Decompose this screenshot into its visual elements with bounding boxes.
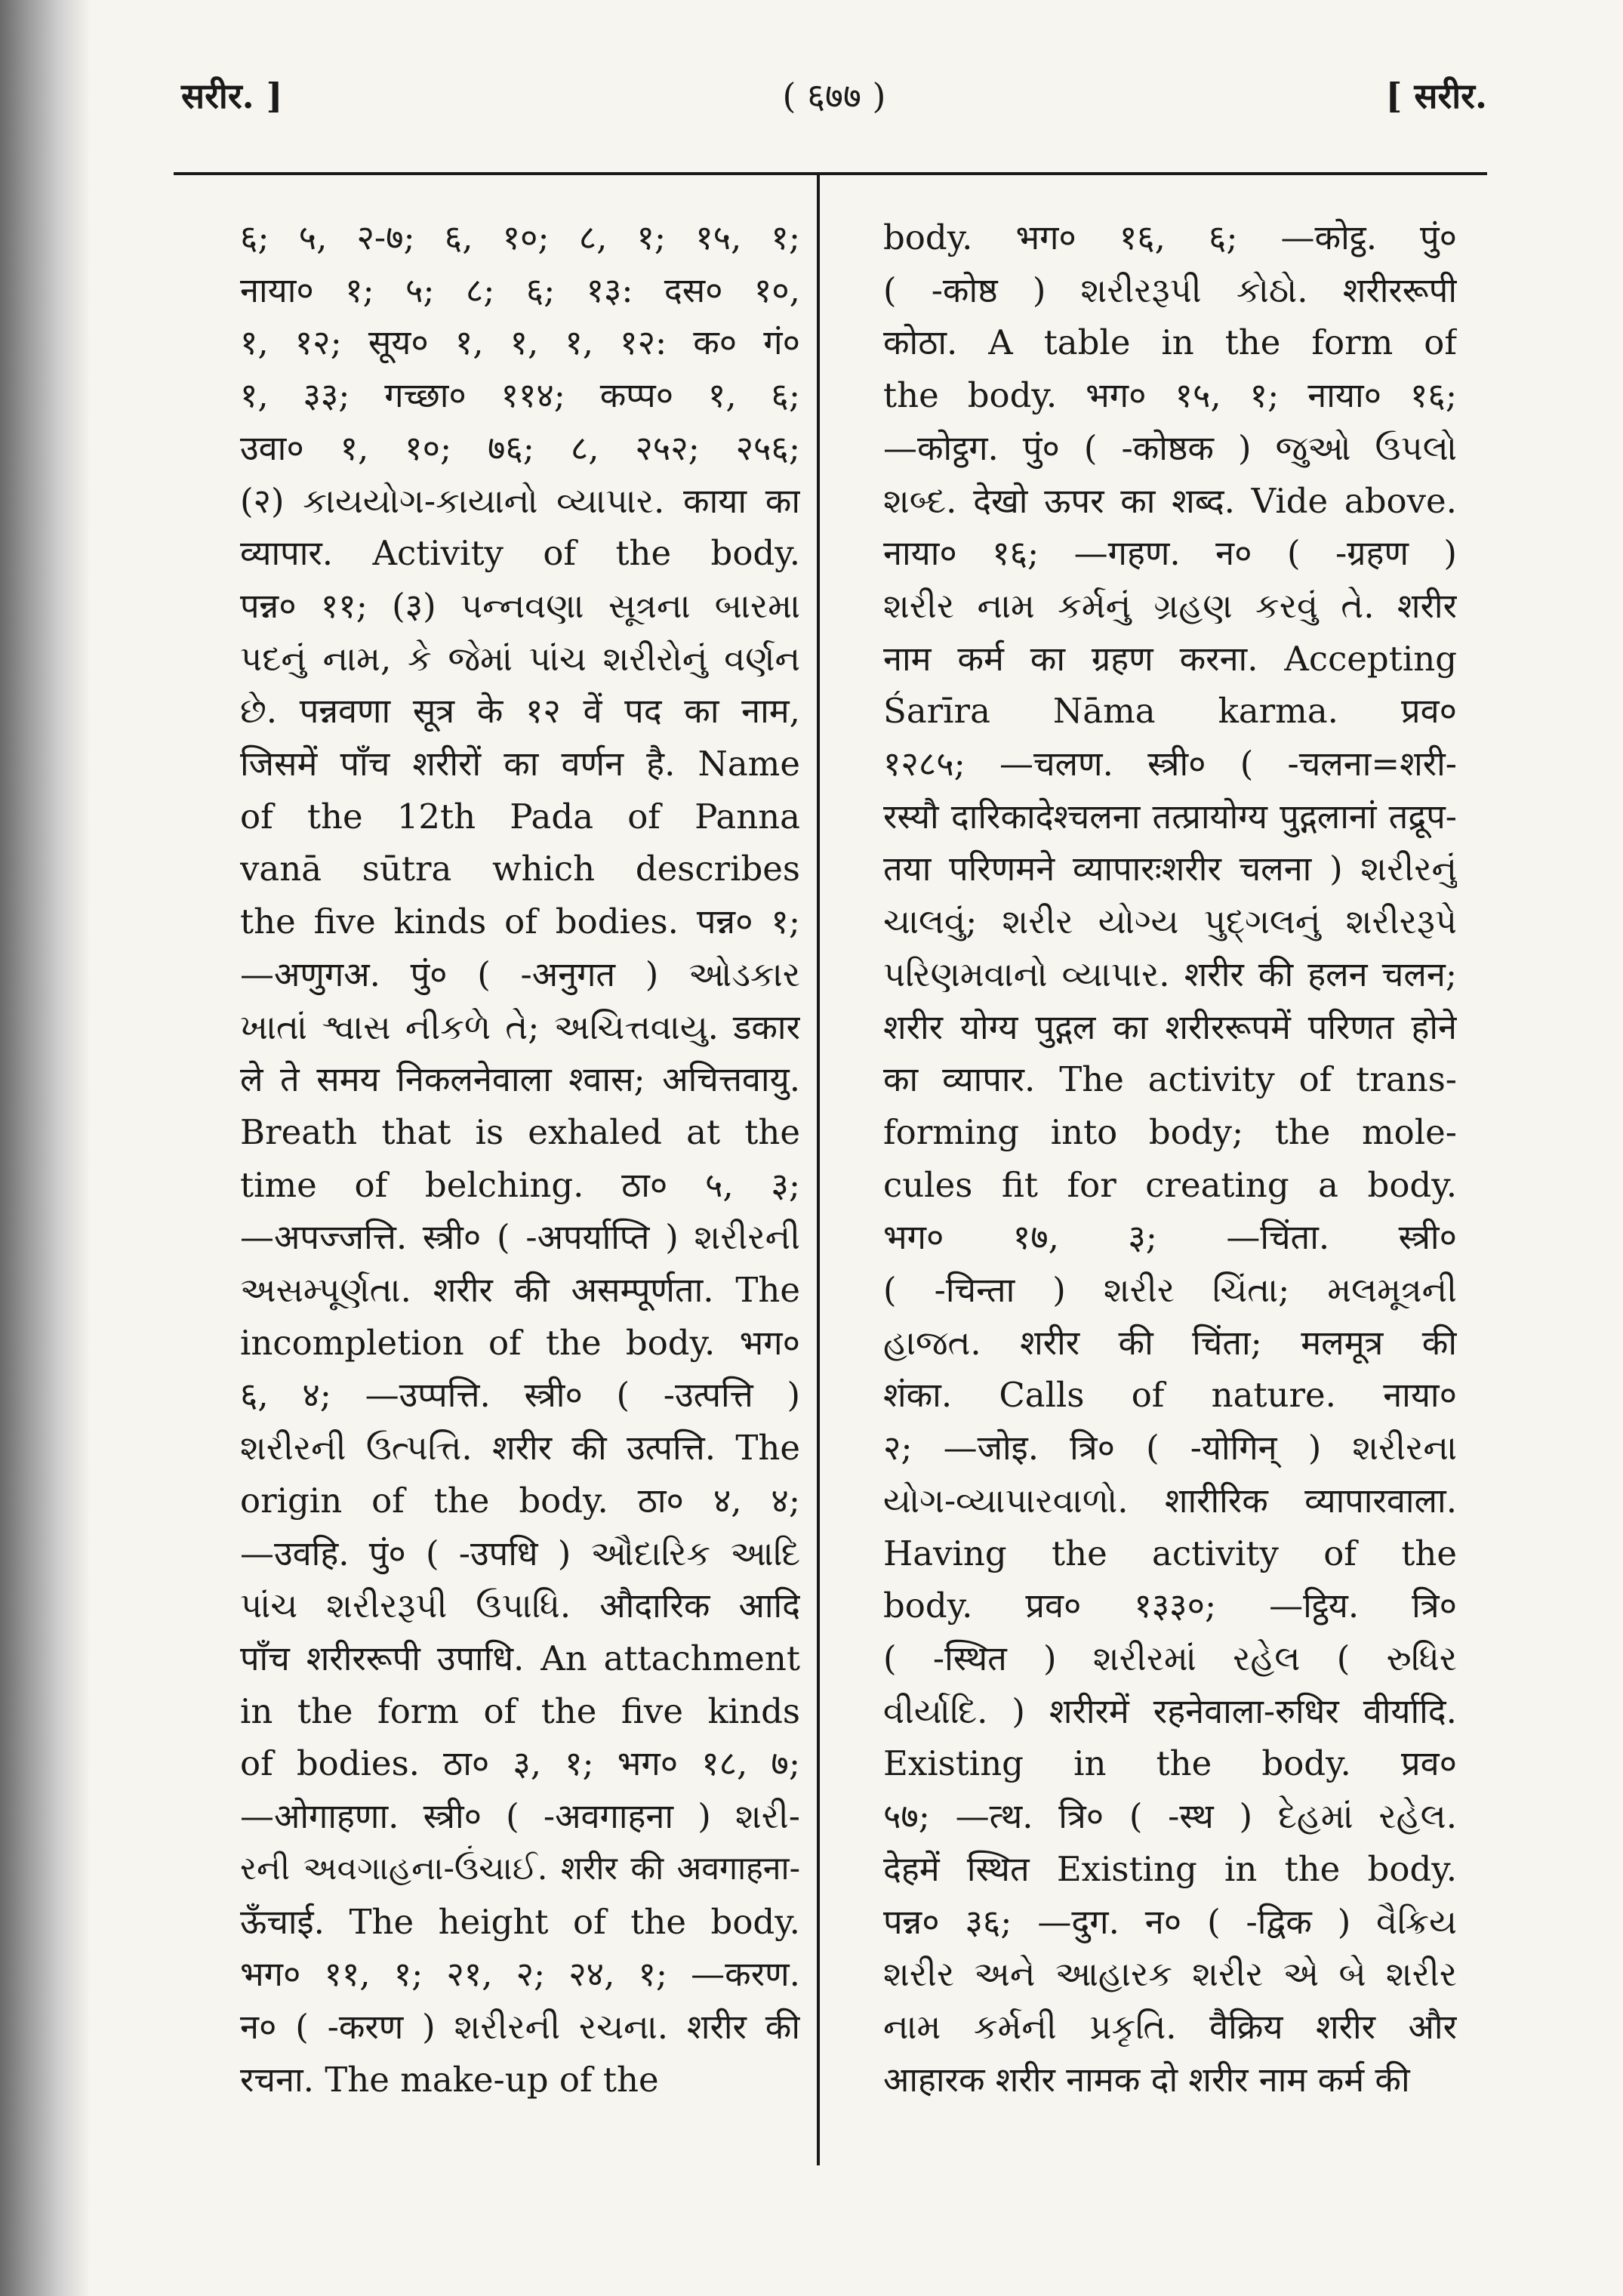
text-line: vanā sūtra which describes <box>240 849 800 889</box>
text-line: —अणुगअ. पुं० ( -अनुगत ) ઓડકાર <box>240 954 800 994</box>
text-line: યોગ-વ્યાપારવાળો. शारीरिक व्यापारवाला. <box>883 1480 1457 1521</box>
text-line: व्यापार. Activity of the body. <box>240 533 800 574</box>
text-line: १, १२; सूय० १, १, १, १२: क० गं० <box>240 322 800 363</box>
right-column <box>883 211 1457 2190</box>
text-line: પરિણમવાનો વ્યાપાર. शरीर की हलन चलन; <box>883 954 1457 994</box>
text-line: पन्न० ३६; —दुग. न० ( -द्विक ) વૈક્રિય <box>883 1901 1457 1942</box>
text-line: નામ કર્મની પ્રકૃતિ. वैक्रिय शरीर और <box>883 2006 1457 2047</box>
text-line: body. प्रव० १३३०; —ट्ठिय. त्रि० <box>883 1586 1457 1626</box>
text-line: भग० ११, १; २१, २; २४, १; —करण. <box>240 1954 800 1995</box>
text-line: Breath that is exhaled at the <box>240 1111 800 1152</box>
text-line: Existing in the body. प्रव० <box>883 1743 1457 1784</box>
text-line: ले ते समय निकलनेवाला श्वास; अचित्तवायु. <box>240 1059 800 1100</box>
text-line: कोठा. A table in the form of <box>883 322 1457 363</box>
text-line: जिसमें पाँच शरीरों का वर्णन है. Name <box>240 744 800 784</box>
text-line: ५७; —त्थ. त्रि० ( -स्थ ) દેહમાં રહેલ. <box>883 1796 1457 1837</box>
page-header <box>181 72 1487 117</box>
text-line: forming into body; the mole- <box>883 1111 1457 1152</box>
text-line: —ओगाहणा. स्त्री० ( -अवगाहना ) શરી- <box>240 1796 800 1837</box>
text-line: અસમ્પૂર્ણતા. शरीर की असम्पूर्णता. The <box>240 1270 800 1311</box>
text-line: શબ્દ. देखो ऊपर का शब्द. Vide above. <box>883 480 1457 521</box>
text-line: Śarīra Nāma karma. प्रव० <box>883 691 1457 732</box>
text-line: रचना. The make-up of the <box>240 2059 659 2100</box>
text-line: હાજત. शरीर की चिंता; मलमूत्र की <box>883 1322 1457 1363</box>
text-line: શરીરની ઉત્પત્તિ. शरीर की उत्पत्ति. The <box>240 1428 800 1469</box>
text-line: शंका. Calls of nature. नाया० <box>883 1375 1457 1416</box>
text-line: ખાતાં શ્વાસ નીકળે તે; અચિત્તવાયુ. डकार <box>240 1006 800 1047</box>
header-right-guideword: [ सरीर. <box>1385 76 1487 116</box>
text-line: नाया० १; ५; ८; ६; १३: दस० १०, <box>240 270 800 310</box>
text-line: —अपज्जत्ति. स्त्री० ( -अपर्याप्ति ) શરીરની <box>240 1217 800 1258</box>
text-line: વીર્યાદિ. ) शरीरमें रहनेवाला-रुधिर वीर्यादि. <box>883 1690 1457 1731</box>
text-line: रस्यौ दारिकादेश्चलना तत्प्रायोग्य पुद्गलानां तद्रूप- <box>883 796 1457 837</box>
text-line: १, ३३; गच्छा० ११४; कप्प० १, ६; <box>240 375 800 416</box>
text-line: ( -कोष्ठ ) શરીરરૂપી કોઠો. शरीररूपी <box>883 270 1457 310</box>
text-line: ६, ४; —उप्पत्ति. स्त्री० ( -उत्पत्ति ) <box>240 1375 800 1416</box>
text-line: भग० १७, ३; —चिंता. स्त्री० <box>883 1217 1457 1258</box>
text-line: ६; ५, २-७; ६, १०; ८, १; १५, १; <box>240 217 800 257</box>
text-line: तया परिणमने व्यापारःशरीर चलना ) શરીરનું <box>883 849 1457 889</box>
text-line: न० ( -करण ) શરીરની રચના. शरीर की <box>240 2006 800 2047</box>
text-line: શરીર અને આહારક શરીર એ બે શરીર <box>883 1954 1457 1995</box>
text-line: नाया० १६; —गहण. न० ( -ग्रहण ) <box>883 533 1457 574</box>
text-line: १२८५; —चलण. स्त्री० ( -चलना=शरी- <box>883 744 1457 784</box>
text-line: शरीर योग्य पुद्गल का शरीररूपमें परिणत होने <box>883 1006 1457 1047</box>
text-line: incompletion of the body. भग० <box>240 1322 800 1363</box>
text-line: देहमें स्थित Existing in the body. <box>883 1848 1457 1889</box>
text-line: પદનું નામ, કે જેમાં પાંચ શરીરોનું વર્ણન <box>240 638 800 679</box>
text-line: ચાલવું; શરીર યોગ્ય પુદ્ગલનું શરીરરૂપે <box>883 901 1457 942</box>
text-line: ( -चिन्ता ) શરીર ચિંતા; મલમૂત્રની <box>883 1270 1457 1311</box>
text-line: २; —जोइ. त्रि० ( -योगिन् ) શરીરના <box>883 1428 1457 1469</box>
text-line: in the form of the five kinds <box>240 1690 800 1731</box>
text-line: origin of the body. ठा० ४, ४; <box>240 1480 800 1521</box>
column-divider <box>817 172 820 2165</box>
text-line: શરીર નામ કર્મનું ગ્રહણ કરવું તે. शरीर <box>883 585 1457 626</box>
text-line: उवा० १, १०; ७६; ८, २५२; २५६; <box>240 427 800 468</box>
text-line: ( -स्थित ) શરીરમાં રહેલ ( રુધિર <box>883 1638 1457 1678</box>
scan-shadow-edge <box>0 0 91 2296</box>
text-line: (२) કાયયોગ-કાયાનો વ્યાપાર. काया का <box>240 480 800 521</box>
text-line: आहारक शरीर नामक दो शरीर नाम कर्म की <box>883 2059 1410 2100</box>
text-line: पन्न० ११; (३) પન્નવણા સૂત્રના બારમા <box>240 585 800 626</box>
text-line: time of belching. ठा० ५, ३; <box>240 1164 800 1205</box>
text-line: body. भग० १६, ६; —कोट्ठ. पुं० <box>883 217 1457 257</box>
text-line: पाँच शरीररूपी उपाधि. An attachment <box>240 1638 800 1678</box>
text-line: છે. पन्नवणा सूत्र के १२ वें पद का नाम, <box>240 691 800 732</box>
text-line: नाम कर्म का ग्रहण करना. Accepting <box>883 638 1457 679</box>
text-line: of the 12th Pada of Panna <box>240 796 800 837</box>
text-line: રની અવગાહના-ઉંચાઈ. शरीर की अवगाहना- <box>240 1849 800 1888</box>
text-line: ऊँचाई. The height of the body. <box>240 1901 800 1942</box>
text-line: —कोट्ठग. पुं० ( -कोष्ठक ) જુઓ ઉપલો <box>883 427 1457 468</box>
text-line: —उवहि. पुं० ( -उपधि ) ઔદારિક આદિ <box>240 1533 800 1573</box>
header-rule <box>174 172 1487 175</box>
text-line: का व्यापार. The activity of trans- <box>883 1059 1457 1100</box>
left-column <box>240 211 800 2190</box>
text-line: the body. भग० १५, १; नाया० १६; <box>883 375 1457 416</box>
text-line: Having the activity of the <box>883 1533 1457 1573</box>
text-line: the five kinds of bodies. पन्न० १; <box>240 901 800 942</box>
page-number: ( ६७७ ) <box>782 76 886 116</box>
text-line: cules fit for creating a body. <box>883 1164 1457 1205</box>
text-line: પાંચ શરીરરૂપી ઉપાધિ. औदारिक आदि <box>240 1586 800 1626</box>
header-left-guideword: सरीर. ] <box>181 76 283 116</box>
text-line: of bodies. ठा० ३, १; भग० १८, ७; <box>240 1743 800 1784</box>
